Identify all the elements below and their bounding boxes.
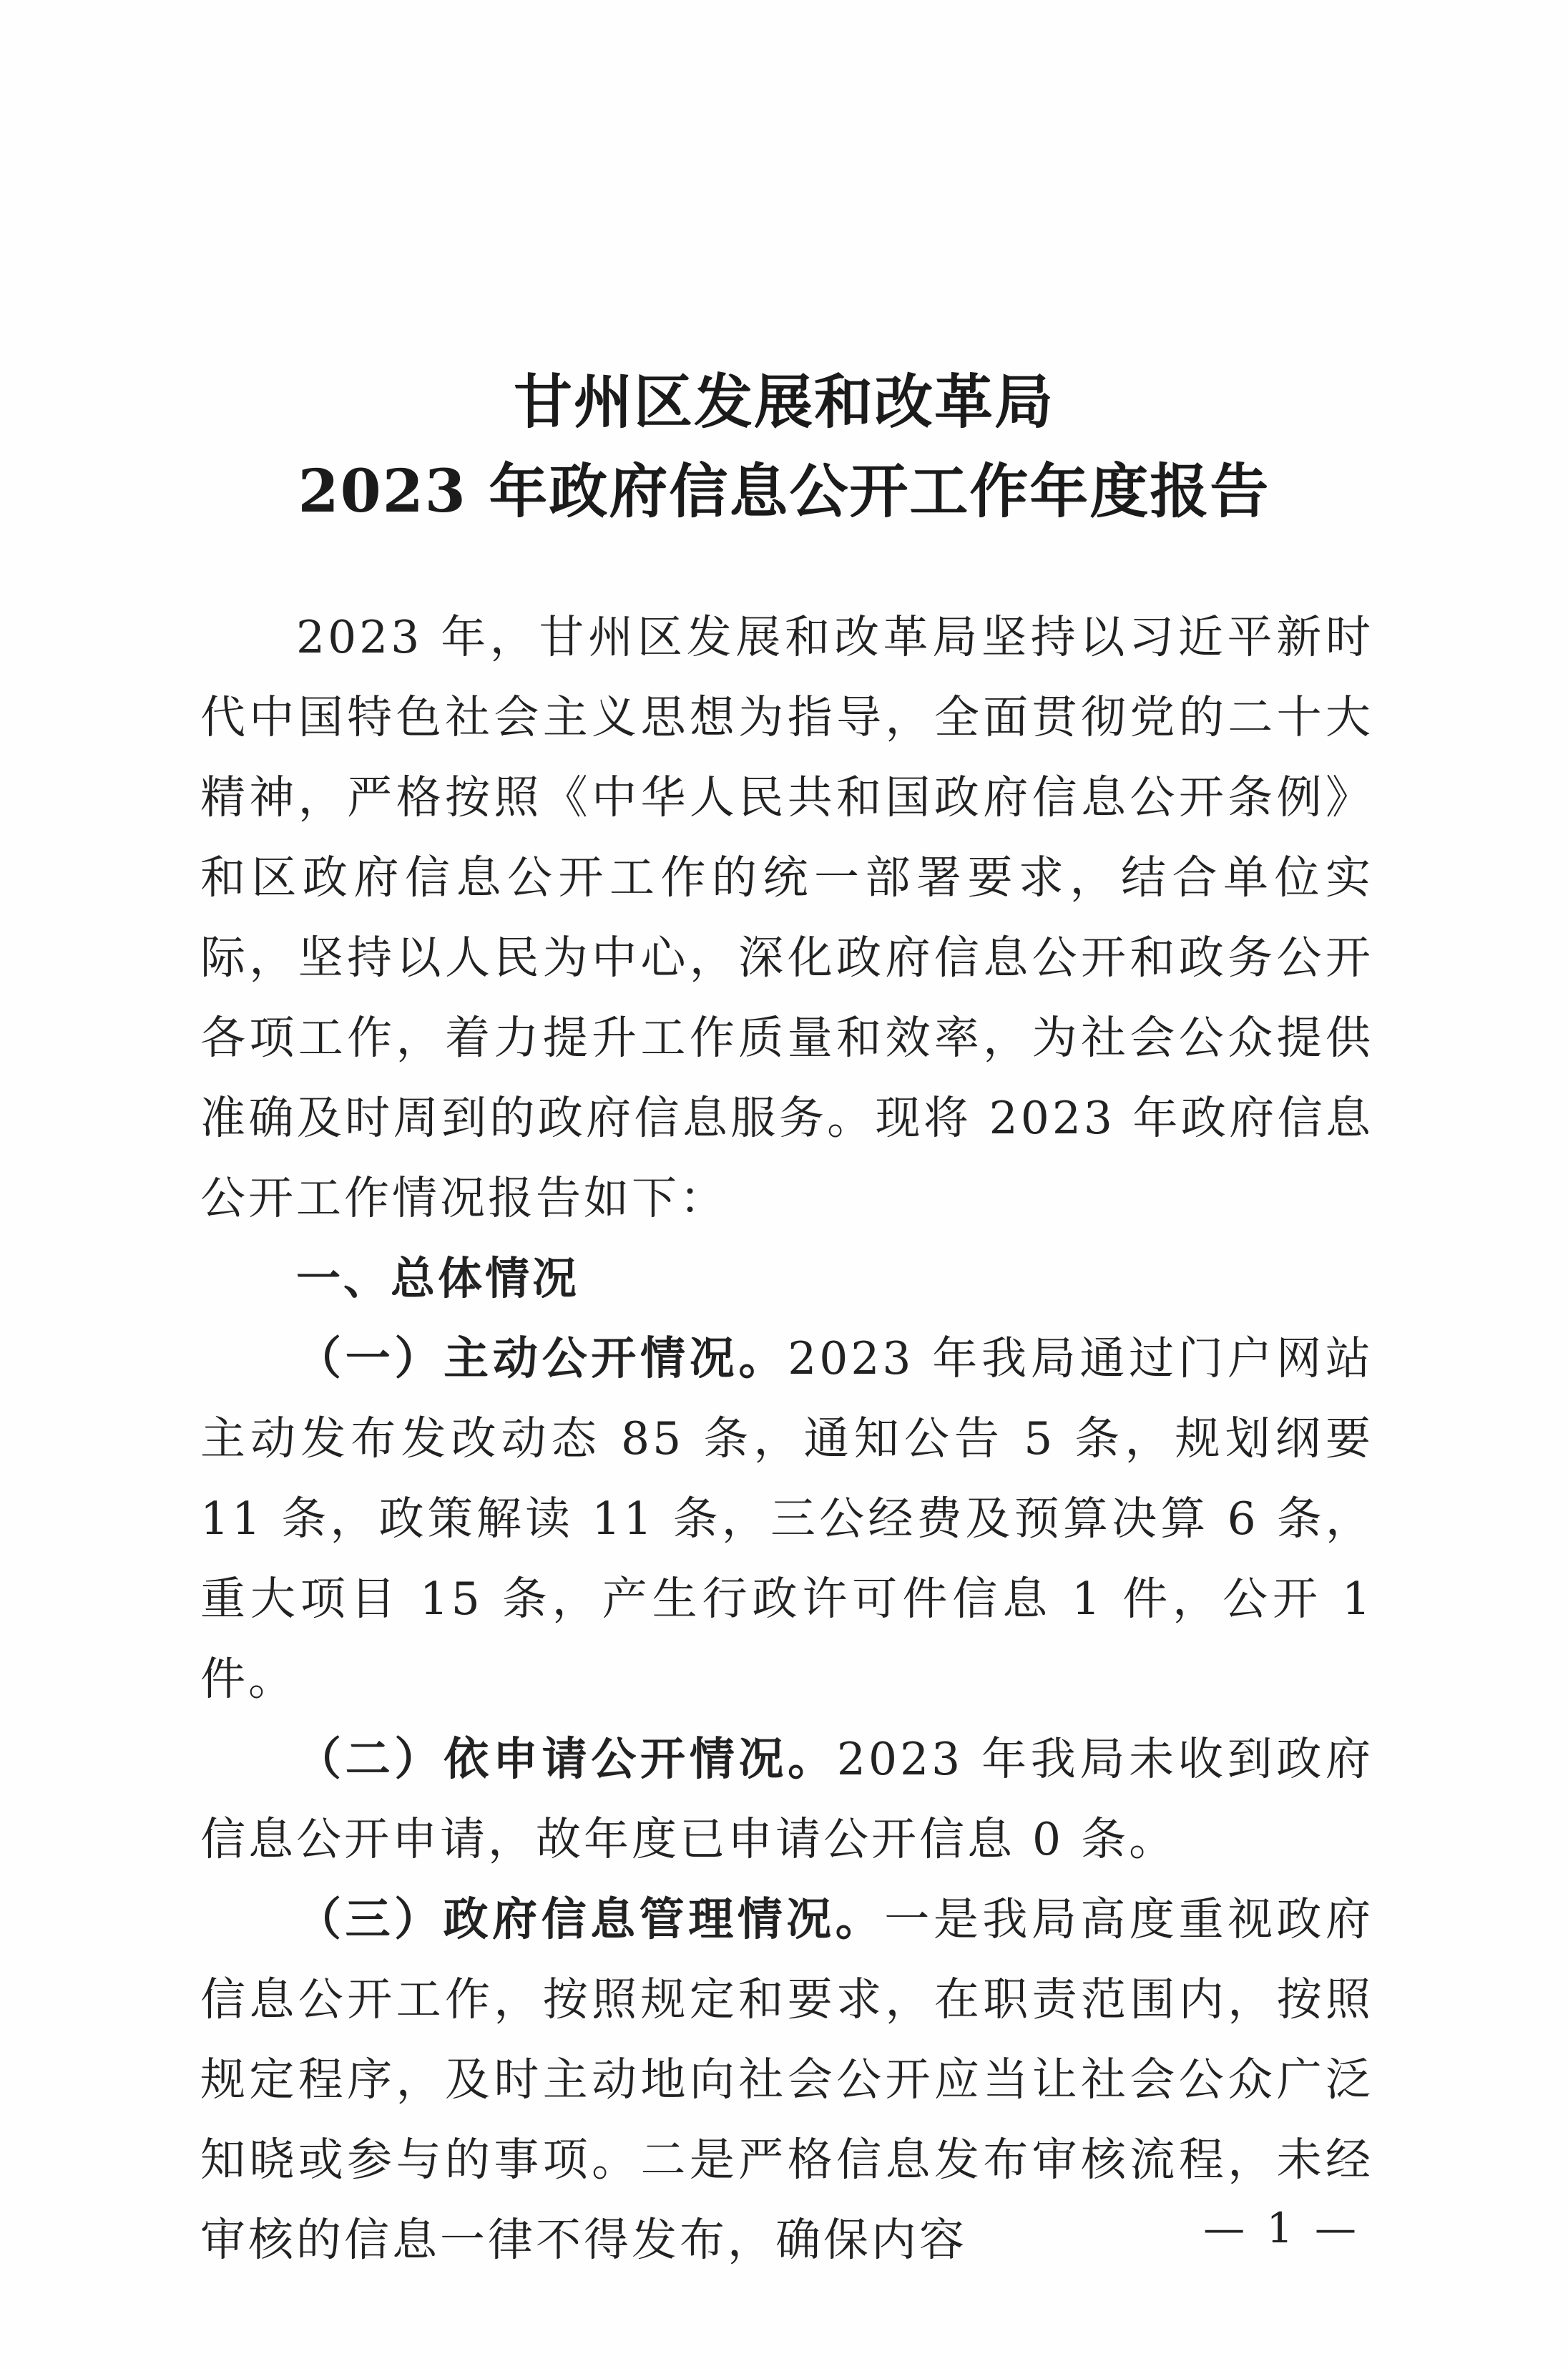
title-line-2: 2023 年政府信息公开工作年度报告 — [298, 457, 1270, 526]
subsection-information-management — [200, 1880, 1373, 2280]
subsection-1-text: 2023 年我局通过门户网站主动发布发改动态 85 条，通知公告 5 条，规划纲要 11 条，政策解读 11 条，三公经费及预算决算 6 条，重大项目 15 条，产生行政许可件信息 1 件，公开 1 件。 — [200, 1332, 1374, 1705]
subsection-3-lead: （三）政府信息管理情况。 — [296, 1893, 885, 1945]
subsection-3-text: 一是我局高度重视政府信息公开工作，按照规定和要求，在职责范围内，按照规定程序，及时主动地向社会公开应当让社会公众广泛知晓或参与的事项。二是严格信息发布审核流程，未经审核的信息一律不得发布，确保内容 — [200, 1893, 1374, 2266]
document-title — [0, 358, 1568, 537]
subsection-2-lead: （二）依申请公开情况。 — [296, 1733, 837, 1785]
intro-paragraph: 2023 年，甘州区发展和改革局坚持以习近平新时代中国特色社会主义思想为指导，全面贯彻党的二十大精神，严格按照《中华人民共和国政府信息公开条例》和区政府信息公开工作的统一部署要求，结合单位实际，坚持以人民为中心，深化政府信息公开和政务公开各项工作，着力提升工作质量和效率，为社会公众提供准确及时周到的政府信息服务。现将 2023 年政府信息公开工作情况报告如下： — [200, 611, 1373, 1224]
subsection-request-disclosure — [200, 1719, 1373, 1880]
subsection-1-lead: （一）主动公开情况。 — [296, 1332, 788, 1384]
section-heading-overview: 一、总体情况 — [296, 1252, 580, 1304]
page-number: — 1 — — [1203, 2204, 1361, 2252]
subsection-proactive-disclosure — [200, 1319, 1373, 1719]
subsection-2-text: 2023 年我局未收到政府信息公开申请，故年度已申请公开信息 0 条。 — [200, 1733, 1374, 1865]
title-line-1: 甘州区发展和改革局 — [513, 368, 1054, 436]
document-body — [200, 597, 1373, 2280]
